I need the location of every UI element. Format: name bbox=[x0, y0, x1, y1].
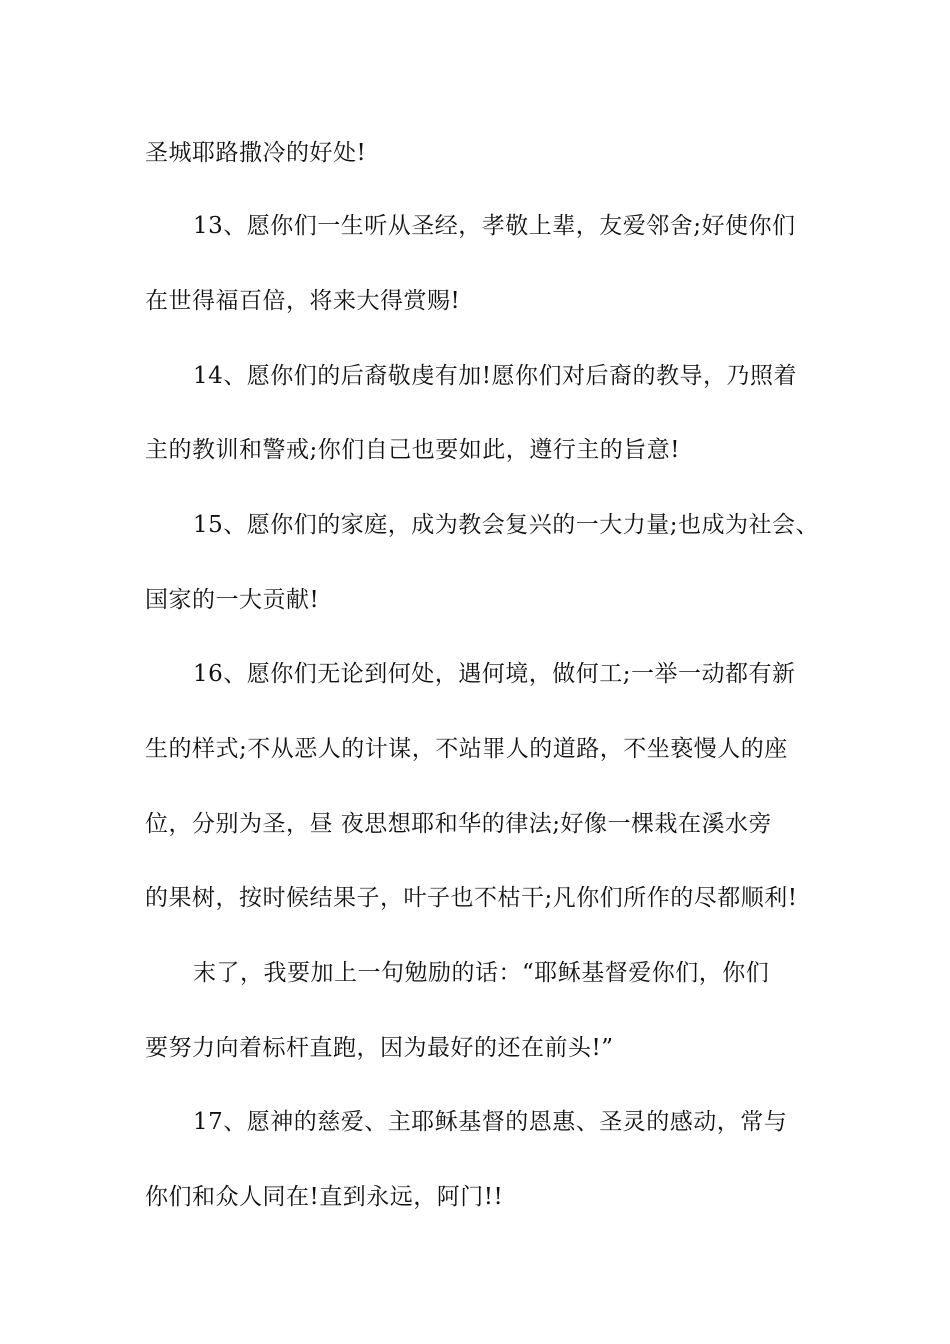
paragraph-14-line-2: 主的教训和警戒;你们自己也要如此，遵行主的旨意! bbox=[145, 437, 680, 463]
paragraph-16-line-4: 的果树，按时候结果子，叶子也不枯干;凡你们所作的尽都顺利! bbox=[145, 885, 798, 911]
paragraph-16-line-3: 位，分别为圣，昼 夜思想耶和华的律法;好像一棵栽在溪水旁 bbox=[145, 811, 773, 837]
paragraph-15-line-2: 国家的一大贡献! bbox=[145, 587, 320, 613]
paragraph-14-line-1: 14、愿你们的后裔敬虔有加!愿你们对后裔的教导，乃照着 bbox=[193, 363, 798, 389]
paragraph-16-line-1: 16、愿你们无论到何处，遇何境，做何工;一举一动都有新 bbox=[193, 661, 796, 687]
text-line: 圣城耶路撒冷的好处! bbox=[145, 140, 367, 166]
paragraph-16-line-2: 生的样式;不从恶人的计谋，不站罪人的道路，不坐亵慢人的座 bbox=[145, 736, 788, 762]
paragraph-13-line-1: 13、愿你们一生听从圣经，孝敬上辈，友爱邻舍;好使你们 bbox=[193, 213, 796, 239]
paragraph-13-line-2: 在世得福百倍，将来大得赏赐! bbox=[145, 288, 461, 314]
paragraph-15-line-1: 15、愿你们的家庭，成为教会复兴的一大力量;也成为社会、 bbox=[193, 512, 820, 538]
paragraph-17-line-1: 17、愿神的慈爱、主耶稣基督的恩惠、圣灵的感动，常与 bbox=[193, 1109, 788, 1135]
closing-paragraph-line-1: 末了，我要加上一句勉励的话：“耶稣基督爱你们，你们 bbox=[193, 960, 770, 986]
closing-paragraph-line-2: 要努力向着标杆直跑，因为最好的还在前头!” bbox=[145, 1035, 614, 1061]
paragraph-17-line-2: 你们和众人同在!直到永远，阿门!! bbox=[145, 1184, 504, 1210]
